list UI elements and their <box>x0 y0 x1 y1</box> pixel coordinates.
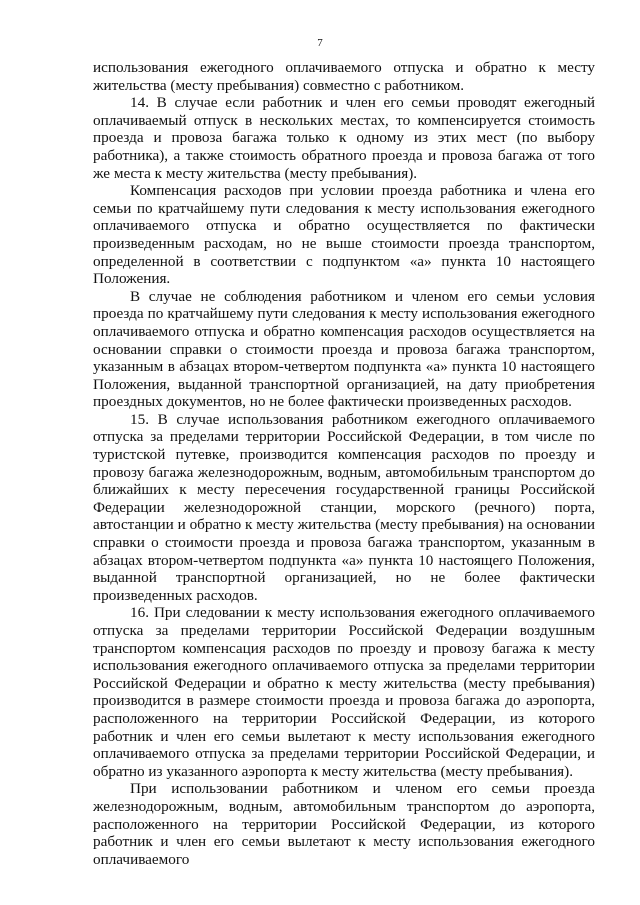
paragraph-item-15: 15. В случае использования работником ежегодного оплачиваемого отпуска за пределами территории Российской Федерации, в том числе по туристской путевке, производится компенсация расходов по проезду и провозу багажа железнодорожным, водным, автомобильным транспортом до ближайших к месту пересечения государственной границы Российской Федерации железнодорожной станции, морского (речного) порта, автостанции и обратно к месту жительства (месту пребывания) на основании справки о стоимости проезда и провоза багажа транспортом, указанным в абзацах втором-четвертом подпункта «а» пункта 10 настоящего Положения, выданной транспортной организацией, но не более фактически произведенных расходов. <box>93 410 595 604</box>
paragraph-ground-transport-to-airport: При использовании работником и членом его семьи проезда железнодорожным, водным, автомобильным транспортом до аэропорта, расположенного на территории Российской Федерации, из которого работник и член его семьи вылетают к месту использования ежегодного оплачиваемого <box>93 780 595 868</box>
paragraph-item-16: 16. При следовании к месту использования ежегодного оплачиваемого отпуска за пределами территории Российской Федерации воздушным транспортом компенсация расходов по проезду и провозу багажа к месту использования ежегодного оплачиваемого отпуска за пределами территории Российской Федерации и обратно к месту жительства (месту пребывания) производится в размере стоимости проезда и провоза багажа до аэропорта, расположенного на территории Российской Федерации, из которого работник и член его семьи вылетают к месту использования ежегодного оплачиваемого отпуска за пределами территории Российской Федерации, и обратно из указанного аэропорта к месту жительства (месту пребывания). <box>93 604 595 780</box>
paragraph-non-compliance: В случае не соблюдения работником и членом его семьи условия проезда по кратчайшему пути следования к месту использования ежегодного оплачиваемого отпуска и обратно компенсация расходов осуществляется на основании справки о стоимости проезда и провоза багажа транспортом, указанным в абзацах втором-четвертом подпункта «а» пункта 10 настоящего Положения, выданной транспортной организацией, на дату приобретения проездных документов, но не более фактически произведенных расходов. <box>93 287 595 411</box>
paragraph-continuation: использования ежегодного оплачиваемого отпуска и обратно к месту жительства (месту пребывания) совместно с работником. <box>93 59 595 94</box>
paragraph-item-14: 14. В случае если работник и член его семьи проводят ежегодный оплачиваемый отпуск в нескольких местах, то компенсируется стоимость проезда и провоза багажа только к одному из этих мест (по выбору работника), а также стоимость обратного проезда и провоза багажа от того же места к месту жительства (месту пребывания). <box>93 94 595 182</box>
page-number: 7 <box>317 37 323 49</box>
paragraph-compensation-shortest-route: Компенсация расходов при условии проезда работника и члена его семьи по кратчайшему пути следования к месту использования ежегодного оплачиваемого отпуска и обратно осуществляется по фактически произведенным расходам, но не выше стоимости проезда транспортом, определенной в соответствии с подпунктом «а» пункта 10 настоящего Положения. <box>93 182 595 288</box>
document-body <box>93 59 595 868</box>
